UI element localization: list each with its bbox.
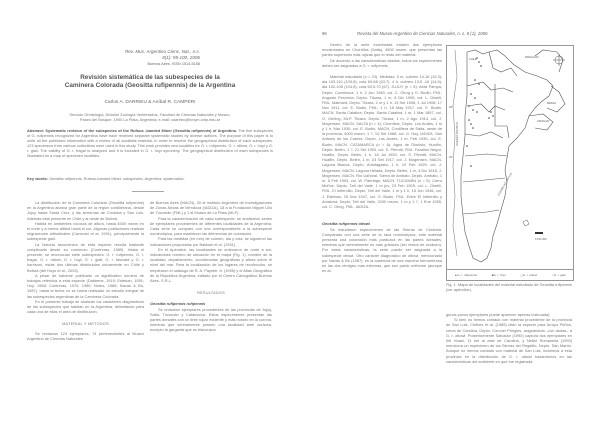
- journal-header-line2: 8(1): 95-100, 2006: [162, 55, 200, 60]
- paragraph: Habita en ambientes rocosos de altura, hasta 4500 msnm en el norte y a menor altitud hacia el sur. Algunas poblaciones realizan migraciones altitudinales (Canevari et al. 1991), principalmente la subespecie giaii.: [27, 220, 144, 242]
- article-title: [0, 74, 300, 91]
- label-pacific: OCEANO PACIFICO: [456, 121, 459, 146]
- affiliation-line2: Paseo del Bosque, 1900 La Plata, Argentina; e-mail: cdarrieu@fcnym.unlp.edu.ar: [79, 117, 221, 122]
- subsection-heading: Geositta rufipennis ottowi: [322, 221, 370, 227]
- map-legend: [447, 269, 573, 280]
- chile-coast: [453, 50, 457, 256]
- paragraph: Si bien no hemos contado con material procedente de la provincia de San Luis, Chébez et al. (1985) citan la especie para Arroyo Peñón, cerca de Carolina, Depto. Coronel Pringles, asignándola –con dudas– a G. r. ottowi. Posteriormente Salvador (1990) captura dos ejemplares en Inti Huasi, 11 km al este de Carolina, y Nellar Romanella (1993) menciona un espécimen de las Sierras del Regalito, Depto. San Martín. Aunque no hemos contado con material de San Luis, incluimos a esta provincia en la distribución de G. r. ottowi basándonos en las características del ambiente en que fue registrada.: [446, 317, 572, 364]
- right-column-2: [446, 312, 572, 364]
- label-lat-40: 40°: [449, 156, 453, 159]
- running-title: Revista del Museo Argentino de Ciencias Naturales, n. s. 8 (1), 2006: [357, 31, 488, 36]
- label-lat-30: 30°: [449, 106, 453, 109]
- argentina-map: [447, 46, 573, 270]
- legend-item-rufipennis: ▲G. r. rufipennis: [454, 273, 477, 277]
- abstract-text: The five subspecies of G. rufipennis recognized for Argentina have each received separate systematic studies by diverse authors. The purpose of this paper is to unite all the published information with a review of all available material, in order to resolve the geographical distribution of each subspecies. 123 specimens from various collections were used in this study. This work provides new localities for G. r. rufipennis, G. r. ottowi, G. r. hoyi y G. r. giaii. The validity of G. r. fragai is analyzed and it is included in G. r. hoyi synonimy. The geographical distribution of each subspecies is illustrated on a map of specimen localities.: [27, 128, 273, 158]
- province-border: [463, 178, 505, 182]
- affiliation: [40, 112, 260, 122]
- paragraph: En el presente trabajo se analizan los caracteres diagnósticos de las subespecies que habitan en la Argentina, delimitando para cada una de ellas el área de distribución.: [27, 298, 144, 315]
- affiliation-line1: Sección Ornitología, División Zoología Vertebrados, Facultad de Ciencias Naturales y Museo,: [69, 112, 231, 117]
- province-border: [463, 210, 499, 214]
- title-line2: Caminera Colorada (Geositta rufipennis) de la Argentina: [64, 82, 236, 90]
- subsection-heading: Geositta rufipennis rufipennis: [150, 301, 206, 307]
- label-atlantic: OCEANO ATLANTICO: [497, 172, 513, 197]
- province-border: [467, 104, 505, 112]
- page-number: 96: [322, 31, 327, 36]
- paragraph: De acuerdo a las características citadas, todos los especímenes deben ser asignados a G. r. rufipennis.: [322, 57, 442, 68]
- journal-header-line3: Buenos Aires, ISSN 1514-5158: [147, 62, 200, 66]
- label-paraguay: PARAGUAY: [525, 56, 540, 59]
- paragraph: Material estudiado (n = 23). Medidas: 5 m, culmen 14-16 (15,3); ala 103-110 (105,6); cola 60-68 (63,7). 4 h, culmen 13,5 -16 (14,6); ala 102-108 (104,5); cola 63,5-70 (67). JUJUY (n = 8): Abra Pampa, Depto. Cochinoca, 1 h, 2 Jun 1949, col. C. Olrog y O. Budin, FML. Angosto Perchela, Depto. Tilcara, 1 m, 8 Dic 1905, col. L. Dinelli, FML. Maimará, Depto. Tilcara, 2 m y 1 h, 13 Set 1906, 1 Jul 1908, 17 Nov 1911, col. E. Budin, FML; 1 h, 16 May 1917, col. E. Budin, MACN. Santa Catalina, Depto. Santa Catalina, 1 m, 1 Mar 1897, col. G. Gerling, MLP. Tilcara, Depto. Tilcara, 1 m, 2 Ago 1914, col. J. Mogensen, MACN. SALTA (n = 4): Chorrillos, Depto. Los Andes, 1 m y 1 h, Mar 1930, col. E. Budin, MACN. Cordillera de Salta, oeste de la provincia, 4000 msnm, 1 ?, 10 Set 1968, col. G. Hoy, IADIZA. San Antonio de los Cobres, Depto. Los Andes, 1 m, Feb 1930, col. E. Budin, MACN. CATAMARCA (n = 6): Agua de Dionisio, Hualfín, Depto. Belén, 1 ?, 21 Set 1953, col. S. Pierotti, FML. Farallón Negro, Hualfín, Depto. Belén, 1 h, 18 Jul 1953, col. S. Pierotti, MACN. Hualfín, Depto. Belén, 1 m, 24 Set 1917, col. J. Mogensen, MACN. Laguna Blanca, Depto. Antofagasta, 1 h, 10 Feb 1929, col. J. Mogensen, MACN. Laguna Helada, Depto. Belén, 1 m, 4 Dic 1918, J. Mogensen, MACN. Río Uañoral, Sierra de Ambato, Depto. Ambato, 1 m, 5 Feb 1953, col. W. Partridge, MACN. TUCUMÁN (n = 5): Cerro Muñoz, Depto. Tafí del Valle, 1 m juv, 23 Feb 1905, col. L. Dinelli, FML. El Infiernillo, Depto. Tafí del Valle, 1 m y 1 h, 15 Jun 1946, col. J. Esteban, 25 Nov 1947, col. O. Budin, FML. Entre El Infiernillo y Amaichá, Depto. Tafí del Valle, 2000 msnm, 1 m y 1 ?, 1 Ene 1955, col. C. Olrog, FML, IADIZA.: [322, 74, 442, 210]
- province-border: [495, 84, 509, 138]
- left-column-2: [150, 200, 272, 333]
- brasil-border: [547, 86, 565, 112]
- paragraph: Para la caracterización de cada subespecie, se analizaron series de ejemplares procedentes de diferentes localidades de la Argentina. Cada serie se comparó con una correspondiente a la subespecie nominotípica, para establecer las diferencias de coloración.: [150, 215, 272, 237]
- paragraph: Se revisaron ejemplares procedentes de las provincias de Jujuy, Salta, Tucumán y Catamarca. Estos especímenes presentan las partes dorsales con un tinte rojizo evidente y más notorio en la corona, mientras que ventralmente poseen una tonalidad ante ocrácea, excepto la garganta que es blancuzca.: [150, 306, 272, 333]
- abstract: [27, 128, 273, 158]
- distribution-map-figure: [446, 45, 574, 281]
- authors: Carlos A. DARRIEU & Aníbal R. CAMPERI: [104, 100, 196, 105]
- paragraph: A pesar de haberse publicado un significativo número de trabajos referidos a esta especie (Dabbene, 1919; Esteban, 1951; Hoy, 1968; Contreras, 1976, 1980; Nores, 1986; Navas & Bó, 1987), hasta la fecha no se había realizado un estudio integral de las subespecies argentinas de la Caminera Colorada.: [27, 272, 144, 299]
- province-border: [465, 154, 507, 156]
- label-chile: CHILE: [469, 58, 477, 61]
- right-column-1: [322, 42, 442, 273]
- paragraph: La distribución de la Caminera Colorada (Geositta rufipennis) en la Argentina abarca gran parte de la región cordillerana, desde Jujuy hasta Santa Cruz, y las serranías de Córdoba y San Luis. Además está presente en Chile y al oeste de Bolivia.: [27, 200, 144, 221]
- paragraph: Para las medidas (en mm) de culmen, ala y cola, se siguieron las indicaciones propuestas por Baldwin et al. (1931).: [150, 236, 272, 247]
- malvinas-islands: [523, 220, 529, 226]
- paragraph: de Buenos Aires (MACN), 30 al Instituto Argentino de Investigaciones de Zonas Áridas de Mendoza (IADIZA), 18 a la Fundación Miguel Lillo de Tucumán (FML) y 1 al Museo de La Plata (MLP).: [150, 200, 272, 216]
- section-divider: [132, 191, 164, 192]
- specimen-localities: [466, 57, 494, 167]
- keywords: [27, 176, 273, 181]
- label-brasil: BRASIL: [547, 102, 557, 105]
- province-border: [465, 132, 503, 138]
- figure-caption: Fig. 1. Mapa de localidades del material estudiado de Geositta rufipennis (ver apéndice).: [446, 282, 572, 293]
- abstract-label: Abstract: Systematic revision of the subspecies of the Rufous -banded Miner (Geositta rufipennis) of Argentina.: [27, 128, 237, 133]
- section-heading: RESULTADOS: [197, 290, 225, 296]
- legend-item-hoyi: ■G. r. hoyi: [491, 273, 506, 277]
- left-column-1: [27, 200, 144, 341]
- legend-item-giaii: ○G. r. giaii: [551, 273, 566, 277]
- title-line1: Revisión sistemática de las subespecies de la: [80, 74, 220, 81]
- journal-header-line1: Rev. Mus. Argentino Cienc. Nat., n.s.: [124, 49, 200, 54]
- section-heading: MATERIAL Y METODOS: [62, 321, 109, 327]
- paragraph: Dentro de la serie examinada existen dos ejemplares recolectados en Chorrillos (Salta), 4500 msnm, que presentan las partes superiores más rojizas que el resto del material.: [322, 42, 442, 58]
- label-scale: 0 150 300: [535, 238, 547, 241]
- journal-header: [125, 49, 200, 67]
- label-uruguay: URUGUAY: [537, 120, 550, 123]
- paragraph: Se revisaron 123 ejemplares, 74 pertenecientes al Museo Argentino de Ciencias Naturales: [27, 330, 144, 341]
- paragraph: En el Apéndice, las localidades se ordenaron de norte a sur, indicándose número de ubicación en el mapa (Fig. 1), nombre de la localidad, departamento, coordenadas geográficas y altura sobre el nivel del mar. Para la localización de los lugares de recolección, se emplearon el catálogo de R. A. Paynter Jr. (1995) y el Atlas Geográfico de la República Argentina, editado por el Centro Cartográfico Buenos Aires, S.R.L.: [150, 246, 272, 284]
- paragraph: Se estudiaron especímenes de las Sierras de Córdoba. Comparado con una serie de la raza nominotípica, este material presenta una coloración más parduzca en las partes dorsales, mientras que ventralmente es más grisáceo (sin restos de ocráceo). Por estas características, la serie puede ser asignada a la subespecie ottowi. Otro carácter diagnóstico de ottowi, mencionado por Navas & Bó (1987), es la ausencia de una mancha herrumbrosa en las dos rémiges más externas, que son pardo uniforme (aunque en al-: [322, 226, 442, 274]
- paragraph: gunos pocos ejemplares puede aparecer apenas insinuada).: [446, 312, 551, 317]
- paragraph: La historia taxonómica de esta especie resulta bastante complicada desde su comienzo (Contreras, 1980). Hasta el presente, se reconocían siete subespecies: G. r. rufipennis, G. r. fragai, G. r. ottowi, G. r. hoyi, G. r. giaii, G. r. fasciata y G. r. harrisoni, estas dos últimas distribuidas únicamente en Chile y Bolivia (del Hoyo et al., 2003).: [27, 241, 144, 273]
- province-border: [467, 82, 513, 92]
- keywords-text: Geositta rufipennis, Rufous-banded Miner, subspecies, Argentina, systematics.: [49, 176, 185, 181]
- legend-item-ottowi: △G. r. ottowi: [520, 273, 538, 277]
- scale-bar: [535, 232, 543, 234]
- keywords-label: Key words:: [27, 176, 48, 181]
